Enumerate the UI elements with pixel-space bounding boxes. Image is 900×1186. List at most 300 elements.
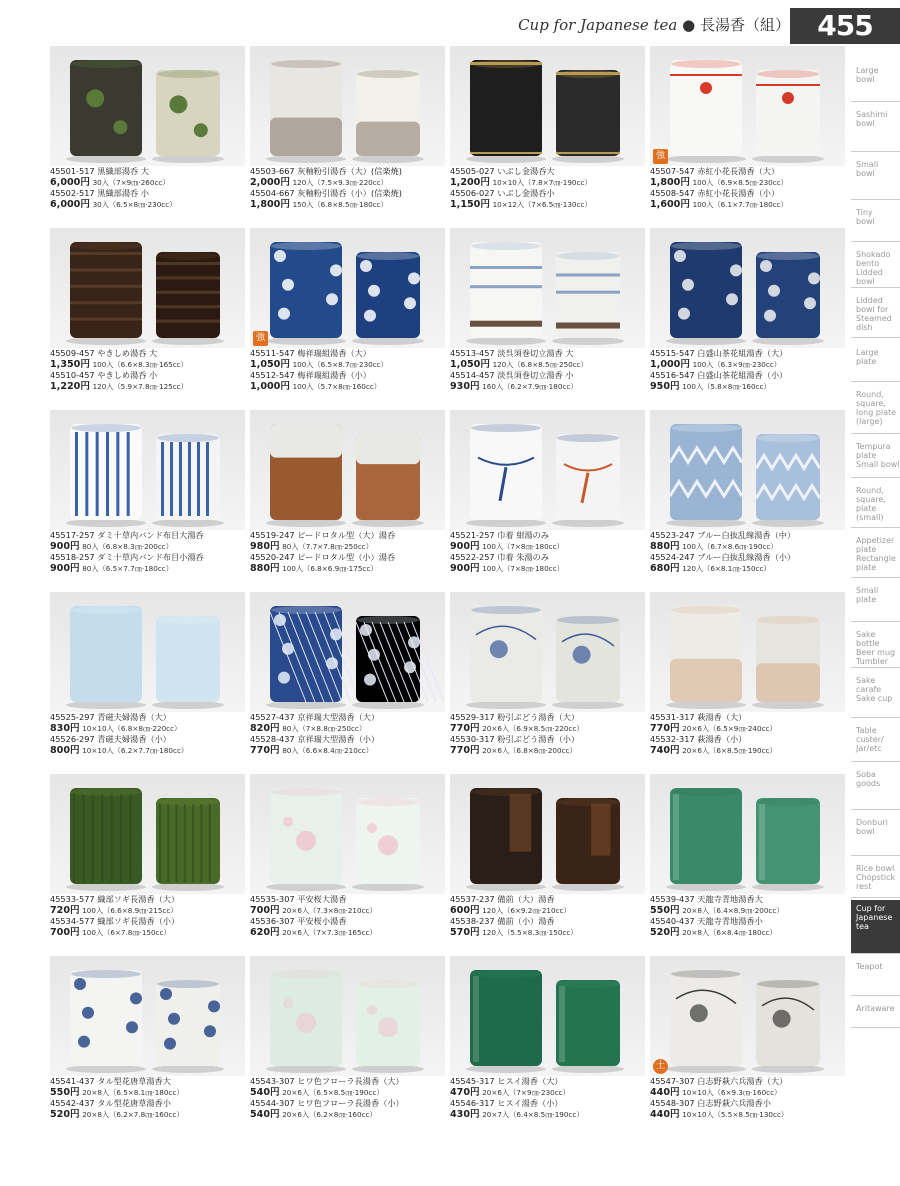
product-info: [50, 1076, 250, 1120]
cup-image: [552, 980, 624, 1073]
product-code-line: [250, 530, 450, 541]
product-code: 45532-317: [650, 734, 695, 745]
cup-image: [66, 606, 146, 709]
product-price-line: [450, 177, 650, 189]
product-photo[interactable]: [450, 592, 645, 712]
product-name: 巾着 朱湯のみ: [497, 552, 549, 563]
product-card[interactable]: [650, 774, 845, 958]
product-code: 45536-307: [250, 916, 295, 927]
cup-image: [752, 252, 824, 345]
product-code: 45531-317: [650, 712, 695, 722]
product-name: 萩湯香（大）: [697, 712, 747, 722]
product-code: 45516-547: [650, 370, 695, 381]
product-code: 45548-307: [650, 1098, 695, 1109]
product-price: 2,000円: [250, 176, 290, 188]
product-price-line: [650, 1109, 850, 1121]
product-price: 1,150円: [450, 198, 490, 210]
sidebar-item-14[interactable]: Table custer/ Jar/etc: [851, 722, 900, 762]
product-code-line: [650, 712, 850, 723]
product-price-line: [50, 927, 250, 939]
product-name: 青磁夫婦湯香（大）: [97, 712, 171, 722]
product-spec: 120入（5.9×7.8㎝·125cc）: [92, 381, 188, 391]
product-code-line: [650, 188, 850, 199]
product-price-line: [450, 723, 650, 735]
product-price-line: [450, 381, 650, 393]
product-code: 45535-307: [250, 894, 295, 904]
product-name: ピードロタル型（大）湯呑: [297, 530, 396, 540]
product-price-line: [50, 177, 250, 189]
sidebar-item-18[interactable]: Cup for Japanese tea: [851, 900, 900, 954]
product-name: いぶし金湯呑小: [497, 188, 555, 199]
product-spec: 10×10入（6.8×8㎝·220cc）: [82, 723, 182, 733]
sidebar-item-1[interactable]: Sashimi bowl: [851, 106, 900, 152]
product-spec: 120入（6×8.1㎝·150cc）: [682, 563, 771, 573]
sidebar-item-6[interactable]: Large plate: [851, 344, 900, 382]
product-name: 備前（大）湯香: [497, 894, 555, 904]
product-name: 京祥瑞大型湯香（小）: [297, 734, 380, 745]
product-card[interactable]: [650, 46, 845, 230]
product-spec: 20×6入（6.8×8㎝·200cc）: [482, 745, 577, 755]
sidebar-item-10[interactable]: Appetizer plate Rectangle plate: [851, 532, 900, 578]
product-photo[interactable]: [450, 774, 645, 894]
product-spec: 80入（6.5×7.7㎝·180cc）: [82, 563, 173, 573]
product-card[interactable]: [450, 774, 645, 958]
product-price: 980円: [250, 540, 280, 552]
product-spec: 100入（6.5×8.7㎝·230cc）: [292, 359, 388, 369]
product-code-line: [50, 370, 250, 381]
product-photo[interactable]: [250, 956, 445, 1076]
section-title-jp: 長湯香（組）: [699, 16, 790, 34]
product-price: 1,800円: [250, 198, 290, 210]
product-card[interactable]: [50, 410, 245, 594]
cup-image: [66, 788, 146, 891]
product-name: 白盛山茶花組湯香（大）: [697, 348, 788, 358]
sidebar-item-4[interactable]: Shokado bento Lidded bowl: [851, 246, 900, 288]
product-name: 萩湯香（小）: [697, 734, 747, 745]
product-code: 45508-547: [650, 188, 695, 199]
product-code: 45527-437: [250, 712, 295, 722]
product-price: 770円: [450, 744, 480, 756]
product-code-line: [50, 734, 250, 745]
product-spec: 100入（6×7.8㎝·150cc）: [82, 927, 171, 937]
product-photo[interactable]: [50, 774, 245, 894]
cup-image: [666, 424, 746, 527]
product-spec: 30入（6.5×8㎝·230cc）: [92, 199, 177, 209]
product-price-line: [50, 563, 250, 575]
product-spec: 20×8入（6.5×8.1㎝·180cc）: [82, 1087, 184, 1097]
product-name: ヒスイ湯香（小）: [497, 1098, 563, 1109]
product-code: 45546-317: [450, 1098, 495, 1109]
product-spec: 100入（6.3×9㎝·230cc）: [692, 359, 781, 369]
product-photo[interactable]: [50, 410, 245, 530]
product-price-line: [450, 563, 650, 575]
product-spec: 120入（6×9.2㎝·210cc）: [482, 905, 571, 915]
cup-image: [152, 798, 224, 891]
product-spec: 100入（7×8㎝·180cc）: [482, 563, 564, 573]
product-photo[interactable]: [250, 410, 445, 530]
product-spec: 100入（6.9×8.5㎝·230cc）: [692, 177, 788, 187]
product-price: 820円: [250, 722, 280, 734]
product-code-line: [50, 712, 250, 723]
product-price-line: [50, 745, 250, 757]
product-price-line: [50, 199, 250, 211]
product-code: 45523-247: [650, 530, 695, 540]
product-code: 45513-457: [450, 348, 495, 358]
cup-image: [266, 424, 346, 527]
product-price: 770円: [450, 722, 480, 734]
product-price: 1,050円: [250, 358, 290, 370]
product-card[interactable]: [50, 46, 245, 230]
product-price-line: [50, 1109, 250, 1121]
product-spec: 20×6入（7×7.3㎝·165cc）: [282, 927, 377, 937]
product-code-line: [250, 166, 450, 177]
product-spec: 80入（6.8×8.3㎝·200cc）: [82, 541, 173, 551]
product-code-line: [450, 552, 650, 563]
product-name: 黒織部湯呑 大: [97, 166, 149, 176]
product-card[interactable]: [50, 228, 245, 412]
product-price-line: [650, 177, 850, 189]
product-code: 45517-257: [50, 530, 95, 540]
product-code-line: [650, 894, 850, 905]
product-spec: 10×12入（7×6.5㎝·130cc）: [492, 199, 592, 209]
product-code: 45522-257: [450, 552, 495, 563]
product-price-line: [50, 905, 250, 917]
product-code-line: [250, 348, 450, 359]
product-price-line: [250, 927, 450, 939]
product-code: 45505-027: [450, 166, 495, 176]
product-code: 45528-437: [250, 734, 295, 745]
product-price: 720円: [50, 904, 80, 916]
page-number: 455: [790, 8, 900, 44]
product-name: ブルー白抜乱線湯香（中）: [697, 530, 796, 540]
product-code: 45501-517: [50, 166, 95, 176]
product-photo[interactable]: [650, 46, 845, 166]
product-price-line: [450, 927, 650, 939]
product-name: ヒワ色フローラ長湯香（大）: [297, 1076, 404, 1086]
product-card[interactable]: [650, 592, 845, 776]
product-price: 830円: [50, 722, 80, 734]
product-name: 淡呉須巻切立湯香 大: [497, 348, 574, 358]
product-card[interactable]: [450, 956, 645, 1140]
cup-image: [352, 980, 424, 1073]
product-code: 45541-437: [50, 1076, 95, 1086]
product-info: [450, 894, 650, 938]
product-code-line: [250, 712, 450, 723]
product-name: 織部ソギ長湯香（大）: [97, 894, 180, 904]
sidebar-item-19[interactable]: Teapot: [851, 958, 900, 996]
product-code-line: [250, 916, 450, 927]
cup-image: [552, 434, 624, 527]
product-card[interactable]: [450, 228, 645, 412]
product-card[interactable]: [50, 956, 245, 1140]
sidebar-item-7[interactable]: Round, square, long plate (large): [851, 386, 900, 434]
product-card[interactable]: [250, 228, 445, 412]
product-card[interactable]: [650, 228, 845, 412]
product-photo[interactable]: [250, 774, 445, 894]
product-info: [50, 894, 250, 938]
product-price-line: [250, 723, 450, 735]
product-info: [650, 1076, 850, 1120]
product-price: 900円: [450, 540, 480, 552]
product-price: 470円: [450, 1086, 480, 1098]
product-price-line: [650, 905, 850, 917]
product-info: [250, 712, 450, 756]
product-spec: 100入（6.6×8.9㎝·215cc）: [82, 905, 178, 915]
product-card[interactable]: [450, 592, 645, 776]
product-photo[interactable]: [50, 228, 245, 348]
product-code-line: [650, 1098, 850, 1109]
product-price-line: [650, 745, 850, 757]
product-spec: 20×6入（7×9㎝·230cc）: [482, 1087, 570, 1097]
product-price: 770円: [250, 744, 280, 756]
section-title: [518, 14, 790, 35]
cup-image: [466, 606, 546, 709]
product-price: 900円: [50, 562, 80, 574]
product-price: 550円: [50, 1086, 80, 1098]
product-price-line: [650, 723, 850, 735]
product-price-line: [250, 905, 450, 917]
product-spec: 100入（6.7×8.6㎝·190cc）: [682, 541, 778, 551]
product-price: 740円: [650, 744, 680, 756]
product-photo[interactable]: [450, 228, 645, 348]
sidebar-item-5[interactable]: Lidded bowl for Steamed dish: [851, 292, 900, 338]
sidebar-item-12[interactable]: Sake bottle Beer mug Tumbler: [851, 626, 900, 668]
product-name: 灰釉粉引湯呑（大）(信楽焼): [297, 166, 402, 176]
product-card[interactable]: [450, 46, 645, 230]
product-name: 赤紅小花長湯香（小）: [697, 188, 780, 199]
product-code-line: [50, 1098, 250, 1109]
product-info: [50, 712, 250, 756]
product-name: 黒織部湯呑 小: [97, 188, 149, 199]
product-photo[interactable]: [250, 592, 445, 712]
sidebar-item-15[interactable]: Soba goods: [851, 766, 900, 810]
product-code-line: [450, 166, 650, 177]
sidebar-item-20[interactable]: Aritaware: [851, 1000, 900, 1028]
product-price-line: [250, 359, 450, 371]
cup-image: [66, 424, 146, 527]
product-price: 770円: [650, 722, 680, 734]
sidebar-item-0[interactable]: Large bowl: [851, 62, 900, 102]
product-code: 45519-247: [250, 530, 295, 540]
product-code-line: [450, 734, 650, 745]
product-card[interactable]: [250, 46, 445, 230]
product-photo[interactable]: [650, 228, 845, 348]
cup-image: [752, 798, 824, 891]
cup-image: [66, 60, 146, 163]
product-price: 6,000円: [50, 198, 90, 210]
product-spec: 20×6入（6×8.5㎝·190cc）: [682, 745, 777, 755]
cup-image: [352, 616, 444, 709]
product-photo[interactable]: [250, 228, 445, 348]
product-price: 930円: [450, 380, 480, 392]
product-code: 45514-457: [450, 370, 495, 381]
sidebar-item-3[interactable]: Tiny bowl: [851, 204, 900, 242]
product-price-line: [50, 541, 250, 553]
product-code: 45504-667: [250, 188, 295, 199]
product-price: 1,050円: [450, 358, 490, 370]
product-price: 680円: [650, 562, 680, 574]
product-name: ダミ十草内バンド布目小湯呑: [97, 552, 204, 563]
cup-image: [666, 788, 746, 891]
product-price-line: [250, 199, 450, 211]
sidebar-item-9[interactable]: Round, square, plate (small): [851, 482, 900, 528]
cup-image: [466, 424, 546, 527]
cup-image: [466, 60, 546, 163]
product-photo[interactable]: [250, 46, 445, 166]
product-spec: 120入（6.8×8.5㎝·250cc）: [492, 359, 588, 369]
product-spec: 20×6入（6.9×8.5㎝·220cc）: [482, 723, 584, 733]
cup-image: [666, 242, 746, 345]
product-spec: 120入（7.5×9.3㎝·220cc）: [292, 177, 388, 187]
product-spec: 20×8入（6.2×7.8㎝·160cc）: [82, 1109, 184, 1119]
product-photo[interactable]: [50, 592, 245, 712]
product-spec: 100入（6.8×6.9㎝·175cc）: [282, 563, 378, 573]
product-card[interactable]: [250, 410, 445, 594]
product-code-line: [450, 712, 650, 723]
product-info: [250, 894, 450, 938]
product-code-line: [50, 530, 250, 541]
product-photo[interactable]: [50, 46, 245, 166]
product-price-line: [250, 745, 450, 757]
sidebar-item-11[interactable]: Small plate: [851, 582, 900, 622]
product-spec: 20×8入（6.4×8.9㎝·200cc）: [682, 905, 784, 915]
product-card[interactable]: [50, 592, 245, 776]
product-price-line: [50, 723, 250, 735]
product-price: 1,800円: [650, 176, 690, 188]
product-code: 45538-237: [450, 916, 495, 927]
product-code: 45547-307: [650, 1076, 695, 1086]
product-photo[interactable]: [450, 46, 645, 166]
product-code: 45510-457: [50, 370, 95, 381]
product-name: やきしめ湯呑 小: [97, 370, 158, 381]
cup-image: [352, 252, 424, 345]
product-price: 6,000円: [50, 176, 90, 188]
product-code-line: [450, 1098, 650, 1109]
product-name: 梅祥瑞組湯香（大）: [297, 348, 371, 358]
product-code: 45520-247: [250, 552, 295, 563]
product-info: [250, 348, 450, 392]
product-card[interactable]: [450, 410, 645, 594]
product-badge: 土: [653, 1059, 668, 1074]
product-photo[interactable]: [50, 956, 245, 1076]
product-code: 45543-307: [250, 1076, 295, 1086]
product-info: [250, 1076, 450, 1120]
product-info: [450, 348, 650, 392]
product-price: 440円: [650, 1108, 680, 1120]
product-price: 430円: [450, 1108, 480, 1120]
product-price: 880円: [650, 540, 680, 552]
page-header: [0, 0, 900, 44]
product-photo[interactable]: [650, 774, 845, 894]
product-price-line: [650, 1087, 850, 1099]
product-code-line: [50, 188, 250, 199]
sidebar-item-8[interactable]: Tempura plate Small bowl: [851, 438, 900, 478]
product-spec: 80入（6.6×8.4㎝·210cc）: [282, 745, 373, 755]
product-name: やきしめ湯呑 大: [97, 348, 158, 358]
product-code-line: [250, 1076, 450, 1087]
sidebar-item-2[interactable]: Small bowl: [851, 156, 900, 200]
product-info: [50, 530, 250, 574]
product-code-line: [650, 916, 850, 927]
cup-image: [352, 798, 424, 891]
product-price: 880円: [250, 562, 280, 574]
product-code: 45530-317: [450, 734, 495, 745]
cup-image: [352, 434, 424, 527]
product-photo[interactable]: [650, 410, 845, 530]
cup-image: [666, 60, 746, 163]
product-code-line: [250, 188, 450, 199]
product-price: 540円: [250, 1086, 280, 1098]
product-price-line: [450, 359, 650, 371]
sidebar-item-13[interactable]: Sake carafe Sake cup: [851, 672, 900, 718]
product-price: 540円: [250, 1108, 280, 1120]
product-price-line: [450, 1087, 650, 1099]
product-price: 570円: [450, 926, 480, 938]
product-name: タル型花唐草湯香小: [97, 1098, 171, 1109]
product-code-line: [450, 348, 650, 359]
product-info: [650, 712, 850, 756]
product-spec: 100入（5.7×8㎝·160cc）: [292, 381, 381, 391]
product-photo[interactable]: [450, 410, 645, 530]
product-info: [250, 530, 450, 574]
product-price: 520円: [650, 926, 680, 938]
product-price-line: [250, 1109, 450, 1121]
sidebar-item-17[interactable]: Rice bowl Chopstick rest: [851, 860, 900, 898]
product-card[interactable]: [50, 774, 245, 958]
cup-image: [552, 252, 624, 345]
product-spec: 10×10入（5.5×8.5㎝·130cc）: [682, 1109, 789, 1119]
product-spec: 10×10入（6.2×7.7㎝·180cc）: [82, 745, 189, 755]
sidebar-item-16[interactable]: Donburi bowl: [851, 814, 900, 856]
product-code-line: [50, 916, 250, 927]
product-card[interactable]: [650, 410, 845, 594]
product-spec: 100入（5.8×8㎝·160cc）: [682, 381, 771, 391]
product-price: 800円: [50, 744, 80, 756]
product-price: 700円: [250, 904, 280, 916]
product-photo[interactable]: [450, 956, 645, 1076]
product-price-line: [250, 381, 450, 393]
product-price-line: [450, 745, 650, 757]
product-price-line: [450, 199, 650, 211]
product-price-line: [450, 905, 650, 917]
product-code-line: [450, 916, 650, 927]
product-code-line: [250, 734, 450, 745]
product-price-line: [50, 359, 250, 371]
product-name: ブルー白抜乱線湯香（小）: [697, 552, 796, 563]
product-code-line: [250, 552, 450, 563]
product-price-line: [250, 177, 450, 189]
product-card[interactable]: [250, 592, 445, 776]
product-info: [450, 166, 650, 210]
product-spec: 160入（6.2×7.9㎝·180cc）: [482, 381, 578, 391]
product-name: 天龍寺青地湯香大: [697, 894, 763, 904]
product-card[interactable]: [650, 956, 845, 1140]
product-card[interactable]: [250, 956, 445, 1140]
product-photo[interactable]: [650, 592, 845, 712]
product-name: 天龍寺青地湯香小: [697, 916, 763, 927]
product-code-line: [50, 1076, 250, 1087]
product-price: 600円: [450, 904, 480, 916]
product-card[interactable]: [250, 774, 445, 958]
product-badge: 強: [253, 331, 268, 346]
cup-image: [266, 242, 346, 345]
product-info: [650, 166, 850, 210]
product-photo[interactable]: [650, 956, 845, 1076]
product-spec: 30入（7×9㎝·260cc）: [92, 177, 170, 187]
product-spec: 20×6入（6.5×9㎝·240cc）: [682, 723, 777, 733]
cup-image: [152, 252, 224, 345]
section-title-en: Cup for Japanese tea: [518, 16, 678, 34]
